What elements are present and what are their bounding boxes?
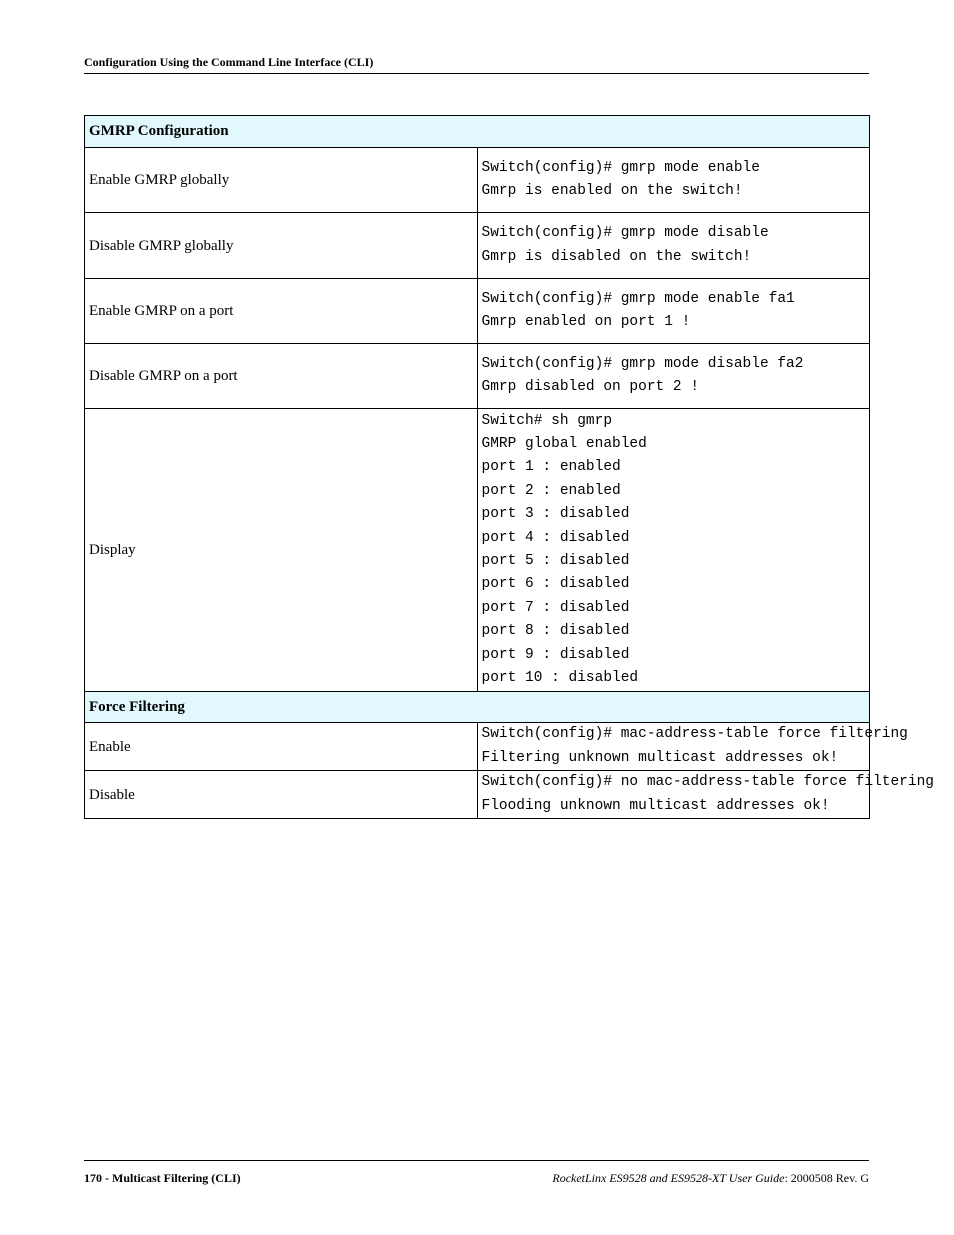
- footer-document-title: [552, 1171, 869, 1186]
- command-description: Disable GMRP on a port: [85, 344, 478, 409]
- table-row: [85, 279, 870, 344]
- code-line: Switch(config)# gmrp mode enable fa1: [481, 290, 795, 307]
- code-line: GMRP global enabled: [481, 436, 647, 453]
- table-row: [85, 344, 870, 409]
- code-line: port 2 : enabled: [481, 482, 621, 499]
- code-line: Gmrp is disabled on the switch!: [481, 248, 752, 265]
- footer-page-label: 170 - Multicast Filtering (CLI): [84, 1171, 241, 1185]
- code-line: port 6 : disabled: [481, 576, 630, 593]
- code-line: Switch(config)# gmrp mode enable: [481, 159, 760, 176]
- footer-guide-title: RocketLinx ES9528 and ES9528-XT User Guide: [552, 1171, 785, 1185]
- table-row: [85, 723, 870, 771]
- command-example: [477, 723, 908, 771]
- command-description: Display: [85, 409, 478, 692]
- table-row: [85, 213, 870, 279]
- section-title: Force Filtering: [85, 692, 870, 723]
- command-example: [477, 148, 870, 213]
- cli-command-table: [84, 115, 934, 819]
- code-line: port 3 : disabled: [481, 506, 630, 523]
- table-row: [85, 771, 870, 819]
- section-title: GMRP Configuration: [85, 116, 870, 148]
- code-line: port 10 : disabled: [481, 669, 639, 686]
- code-line: port 7 : disabled: [481, 599, 630, 616]
- command-example: [477, 771, 934, 819]
- code-line: port 9 : disabled: [481, 646, 630, 663]
- section-header-row: [85, 116, 870, 148]
- command-example: [477, 409, 870, 692]
- table-row: [85, 148, 870, 213]
- running-header: Configuration Using the Command Line Interface (CLI): [84, 55, 869, 74]
- code-line: port 8 : disabled: [481, 623, 630, 640]
- command-description: Enable GMRP on a port: [85, 279, 478, 344]
- footer-revision: : 2000508 Rev. G: [784, 1171, 869, 1185]
- code-line: port 1 : enabled: [481, 459, 621, 476]
- code-line: Filtering unknown multicast addresses ok!: [481, 749, 839, 766]
- table-row: [85, 409, 870, 692]
- page-footer: [84, 1160, 869, 1185]
- command-example: [477, 279, 870, 344]
- command-description: Disable: [85, 771, 478, 819]
- code-line: Flooding unknown multicast addresses ok!: [481, 797, 830, 814]
- code-line: Gmrp is enabled on the switch!: [481, 183, 743, 199]
- code-line: Switch(config)# mac-address-table force filtering: [481, 726, 908, 743]
- code-line: Switch(config)# gmrp mode disable fa2: [481, 355, 804, 372]
- code-line: Switch(config)# gmrp mode disable: [481, 225, 769, 242]
- command-description: Enable: [85, 723, 478, 771]
- command-example: [477, 213, 870, 279]
- code-line: Gmrp enabled on port 1 !: [481, 314, 691, 330]
- code-line: port 5 : disabled: [481, 553, 630, 569]
- code-line: Switch(config)# no mac-address-table force filtering: [481, 774, 934, 791]
- command-example: [477, 344, 870, 409]
- command-description: Enable GMRP globally: [85, 148, 478, 213]
- code-line: port 4 : disabled: [481, 529, 630, 546]
- code-line: Gmrp disabled on port 2 !: [481, 379, 700, 395]
- section-header-row: [85, 692, 870, 723]
- command-description: Disable GMRP globally: [85, 213, 478, 279]
- code-line: Switch# sh gmrp: [481, 412, 613, 429]
